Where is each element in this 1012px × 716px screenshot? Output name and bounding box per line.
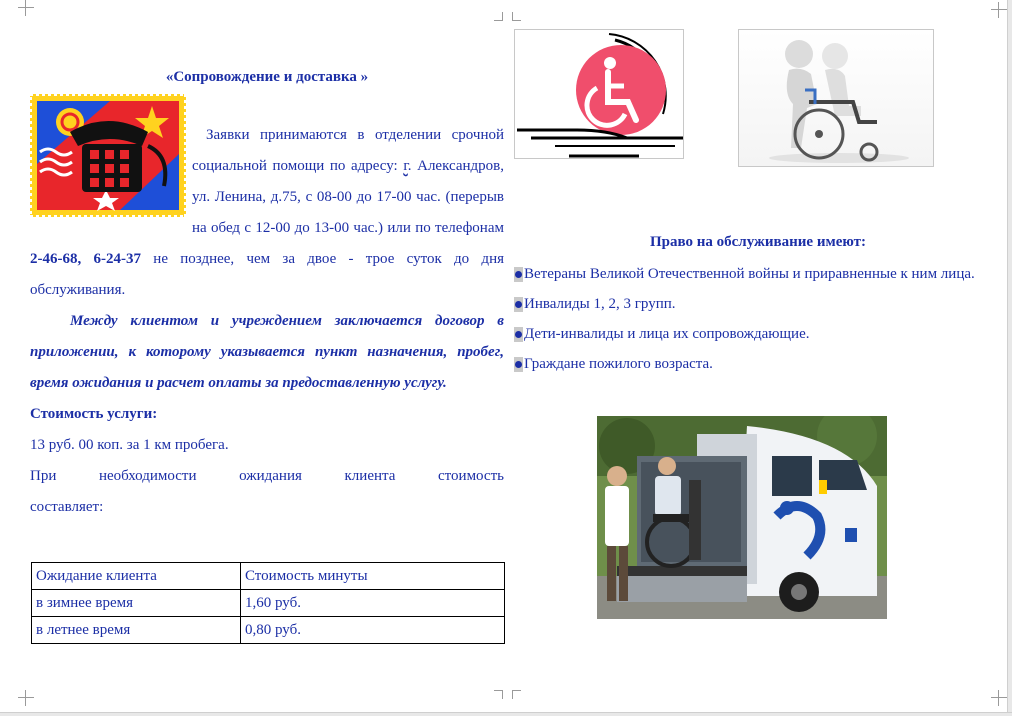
column-mark-top-left [494, 12, 503, 21]
table-header-row [32, 563, 505, 590]
intro-text-part1: Заявки принимаются в отделении срочной социальной помощи по адресу: [192, 127, 504, 174]
crop-mark-bottom-right [991, 690, 1007, 706]
intro-house-letter: д [270, 189, 279, 205]
waiting-cost-table [31, 562, 505, 644]
column-mark-bottom-left [494, 690, 503, 699]
column-mark-top-right [512, 12, 521, 21]
table-row [32, 617, 505, 644]
intro-tail: не позднее, чем за двое - трое суток до дня обслуживания. [30, 251, 504, 298]
wheelchair-logo-image [514, 29, 684, 159]
cost-value: 13 руб. 00 коп. за 1 км пробега. [30, 437, 229, 453]
bullet-icon [514, 297, 523, 312]
crop-mark-bottom-left [18, 690, 34, 706]
list-item [514, 319, 1002, 349]
left-column [30, 66, 504, 523]
list-item [514, 289, 1002, 319]
table-cell: 0,80 руб. [241, 617, 505, 644]
bullet-icon [514, 327, 523, 342]
bullet-icon [514, 267, 523, 282]
list-item [514, 259, 1002, 289]
helper-figures-image [738, 29, 934, 167]
van-lift-photo [597, 416, 887, 619]
table-cell: в зимнее время [32, 590, 241, 617]
table-header-cell: Стоимость минуты [241, 563, 505, 590]
table-header-cell: Ожидание клиента [32, 563, 241, 590]
list-item-text: Дети-инвалиды и лица их сопровождающие. [524, 326, 810, 342]
bullet-icon [514, 357, 523, 372]
page-edge-bottom [0, 712, 1012, 716]
crop-mark-top-left [18, 0, 34, 16]
accessible-van-picture [597, 416, 887, 619]
column-mark-bottom-right [512, 690, 521, 699]
page-title: «Сопровождение и доставка » [165, 69, 369, 85]
table-row [32, 590, 505, 617]
telephone-picture [30, 94, 186, 217]
intro-paragraph [30, 96, 504, 306]
waiting-text-line1: При необходимости ожидания клиента стоимость [30, 468, 504, 484]
intro-address: . Александров, ул. Ленина, [192, 158, 504, 205]
contract-paragraph: Между клиентом и учреждением заключается договор в приложении, к которому указывается пункт назначения, пробег, время ожидания и расчет оплаты за предоставленную услугу. [30, 313, 504, 391]
list-item [514, 349, 1002, 379]
cost-heading: Стоимость услуги: [30, 406, 158, 422]
rights-heading: Право на обслуживание имеют: [650, 234, 866, 250]
crop-mark-top-right [991, 2, 1007, 18]
waiting-text-line2: составляет: [30, 499, 104, 515]
page-edge-right [1007, 0, 1012, 716]
list-item-text: Инвалиды 1, 2, 3 групп. [524, 296, 676, 312]
wheelchair-logo-icon [515, 30, 683, 158]
intro-city-letter: г [403, 158, 408, 174]
intro-hours: .75, с 08-00 до 17-00 час. (перерыв на обед с 12-00 до 13-00 час.) или по телефонам [192, 189, 505, 236]
table-cell: 1,60 руб. [241, 590, 505, 617]
table-cell: в летнее время [32, 617, 241, 644]
list-item-text: Ветераны Великой Отечественной войны и приравненные к ним лица. [524, 266, 975, 282]
wheelchair-helper-figure [739, 30, 933, 166]
list-item-text: Граждане пожилого возраста. [524, 356, 713, 372]
phone-numbers: 2-46-68, 6-24-37 [30, 251, 142, 267]
rights-list [514, 259, 1002, 379]
